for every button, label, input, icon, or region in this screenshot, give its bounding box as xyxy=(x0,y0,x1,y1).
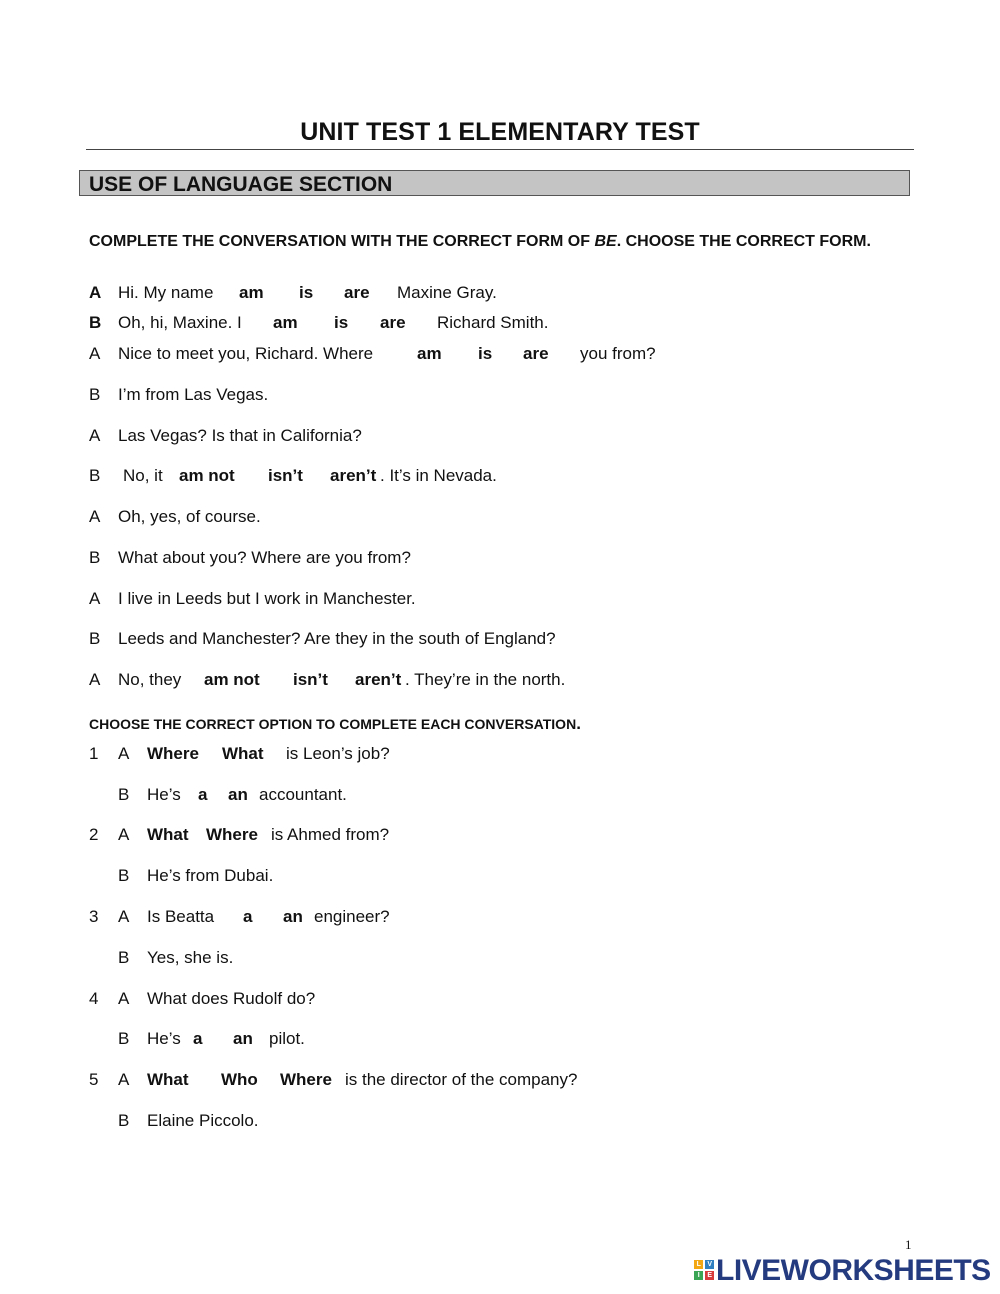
item-number: 5 xyxy=(89,1070,99,1089)
instruction-be xyxy=(89,231,919,252)
speaker-label: A xyxy=(89,426,101,445)
option-are[interactable]: are xyxy=(344,283,370,302)
item-number: 4 xyxy=(89,989,99,1008)
option-a[interactable]: a xyxy=(243,907,253,926)
option-are[interactable]: are xyxy=(380,313,406,332)
option-are[interactable]: are xyxy=(523,344,549,363)
line-text-end: is Leon’s job? xyxy=(286,744,390,763)
option-isnt[interactable]: isn’t xyxy=(268,466,303,485)
speaker-label: B xyxy=(89,629,101,648)
instruction-be-suffix: . CHOOSE THE CORRECT FORM. xyxy=(616,233,871,250)
line-text: I live in Leeds but I work in Manchester. xyxy=(118,589,416,608)
title-divider xyxy=(86,149,914,150)
speaker-label: A xyxy=(89,670,101,689)
line-text: What about you? Where are you from? xyxy=(118,548,411,567)
option-a[interactable]: a xyxy=(198,785,208,804)
speaker-label: B xyxy=(89,466,101,485)
option-am[interactable]: am xyxy=(417,344,442,363)
option-where[interactable]: Where xyxy=(280,1070,332,1089)
option-isnt[interactable]: isn’t xyxy=(293,670,328,689)
option-is[interactable]: is xyxy=(334,313,349,332)
speaker-label: B xyxy=(89,313,102,332)
page-number: 1 xyxy=(905,1237,912,1252)
option-am[interactable]: am xyxy=(239,283,264,302)
option-is[interactable]: is xyxy=(478,344,493,363)
speaker-label: B xyxy=(118,866,130,885)
option-what[interactable]: What xyxy=(222,744,264,763)
option-who[interactable]: Who xyxy=(221,1070,258,1089)
speaker-label: B xyxy=(118,948,130,967)
line-text-end: is Ahmed from? xyxy=(271,825,390,844)
item-number: 2 xyxy=(89,825,99,844)
line-text-end: Maxine Gray. xyxy=(397,283,497,302)
logo-block-v: V xyxy=(705,1260,714,1269)
line-text: Las Vegas? Is that in California? xyxy=(118,426,362,445)
logo-blocks-icon xyxy=(694,1260,703,1282)
option-a[interactable]: a xyxy=(193,1029,203,1048)
line-text-end: is the director of the company? xyxy=(345,1070,578,1089)
line-text-end: pilot. xyxy=(269,1029,305,1048)
option-where[interactable]: Where xyxy=(206,825,258,844)
line-text-end: . It’s in Nevada. xyxy=(380,466,497,485)
line-text: Elaine Piccolo. xyxy=(147,1111,259,1130)
line-text-end: Richard Smith. xyxy=(437,313,549,332)
line-text-end: accountant. xyxy=(259,785,347,804)
option-where[interactable]: Where xyxy=(147,744,199,763)
speaker-label: B xyxy=(89,385,101,404)
option-am[interactable]: am xyxy=(273,313,298,332)
logo-block-i: I xyxy=(694,1271,703,1280)
line-text-end: engineer? xyxy=(314,907,390,926)
line-text: Yes, she is. xyxy=(147,948,234,967)
line-text: I’m from Las Vegas. xyxy=(118,385,269,404)
speaker-label: A xyxy=(89,344,101,363)
option-an[interactable]: an xyxy=(228,785,248,804)
item-number: 1 xyxy=(89,744,99,763)
speaker-label: B xyxy=(89,548,101,567)
speaker-label: B xyxy=(118,785,130,804)
logo-block-e: E xyxy=(705,1271,714,1280)
line-text: Is Beatta xyxy=(147,907,215,926)
line-text-end: you from? xyxy=(580,344,656,363)
instruction-be-prefix: COMPLETE THE CONVERSATION WITH THE CORRECT FORM OF xyxy=(89,233,595,250)
section-heading: USE OF LANGUAGE SECTION xyxy=(79,170,910,196)
line-text: He’s xyxy=(147,1029,181,1048)
option-arent[interactable]: aren’t xyxy=(330,466,377,485)
speaker-label: B xyxy=(118,1029,130,1048)
option-arent[interactable]: aren’t xyxy=(355,670,402,689)
option-am-not[interactable]: am not xyxy=(179,466,235,485)
option-what[interactable]: What xyxy=(147,1070,189,1089)
instruction-be-emphasis: BE xyxy=(594,233,617,250)
instruction-options-text: CHOOSE THE CORRECT OPTION TO COMPLETE EACH CONVERSATION xyxy=(89,716,577,732)
logo-blocks-icon-2 xyxy=(705,1260,714,1282)
option-what[interactable]: What xyxy=(147,825,189,844)
line-text: Leeds and Manchester? Are they in the south of England? xyxy=(118,629,556,648)
line-text: No, they xyxy=(118,670,182,689)
instruction-options xyxy=(89,714,581,734)
instruction-options-period: . xyxy=(576,714,581,733)
liveworksheets-logo xyxy=(694,1254,991,1288)
speaker-label: A xyxy=(89,283,102,302)
logo-text: LIVEWORKSHEETS xyxy=(716,1254,991,1287)
speaker-label: A xyxy=(118,907,130,926)
line-text-end: . They’re in the north. xyxy=(405,670,566,689)
speaker-label: A xyxy=(118,825,130,844)
logo-block-l: L xyxy=(694,1260,703,1269)
line-text: What does Rudolf do? xyxy=(147,989,316,1008)
speaker-label: A xyxy=(89,507,101,526)
line-text: Oh, yes, of course. xyxy=(118,507,261,526)
line-text: No, it xyxy=(123,466,163,485)
option-an[interactable]: an xyxy=(283,907,303,926)
speaker-label: A xyxy=(118,989,130,1008)
option-is[interactable]: is xyxy=(299,283,314,302)
speaker-label: B xyxy=(118,1111,130,1130)
speaker-label: A xyxy=(118,744,130,763)
line-text: Hi. My name xyxy=(118,283,214,302)
item-number: 3 xyxy=(89,907,99,926)
speaker-label: A xyxy=(118,1070,130,1089)
line-text: He’s from Dubai. xyxy=(147,866,274,885)
line-text: He’s xyxy=(147,785,181,804)
speaker-label: A xyxy=(89,589,101,608)
page-title: UNIT TEST 1 ELEMENTARY TEST xyxy=(300,118,700,146)
line-text: Oh, hi, Maxine. I xyxy=(118,313,242,332)
option-an[interactable]: an xyxy=(233,1029,253,1048)
option-am-not[interactable]: am not xyxy=(204,670,260,689)
line-text: Nice to meet you, Richard. Where xyxy=(118,344,374,363)
